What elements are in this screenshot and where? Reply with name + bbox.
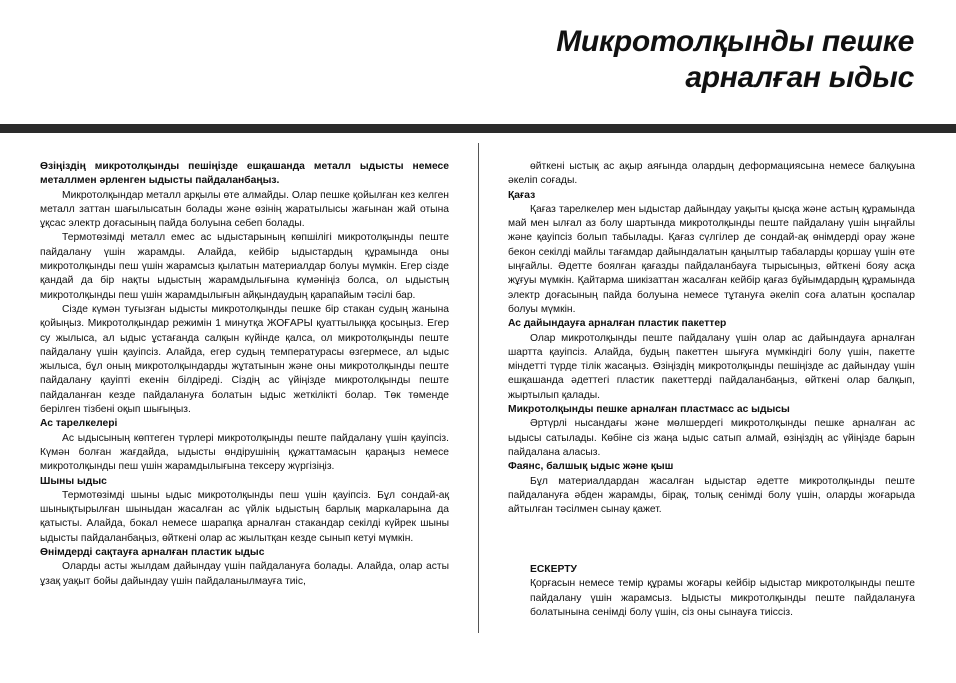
section-heading: Қағаз xyxy=(508,189,536,201)
paragraph: Термотөзімді металл емес ас ыдыстарының көпшілігі микротолқынды пеште пайдалану үшін жарамды. Алайда, кейбір ыдыстардың құрамында оны микротолқынды пеш үшін жарамсыз қылатын материалдар болуы мүмкін. Егер сізде қандай да бір нақты ыдыстың жарамдылығына күмәніңіз болса, ол ыдыстың микротолқынды пеш үшін жарамдылығын айқындаудың қарапайым тәсілі бар. xyxy=(40,232,449,301)
paragraph: өйткені ыстық ас ақыр аяғында олардың деформациясына немесе балқуына әкеліп соғады. xyxy=(508,161,915,187)
section-heading: Ас дайындауға арналған пластик пакеттер xyxy=(508,318,727,330)
page-title-line-2: арналған ыдыс xyxy=(685,61,914,94)
right-column xyxy=(508,160,915,517)
header-rule xyxy=(0,124,956,133)
lead-warning: Өзіңіздің микротолқынды пешіңізде ешқашанда металл ыдысты немесе металлмен әрленген ыдысты пайдаланбаңыз. xyxy=(40,161,449,187)
paragraph: Микротолқындар металл арқылы өте алмайды. Олар пешке қойылған кез келген металл заттан шағылысатын болады және өзінің жаратылысы жағынан жай отына ұқсас электр доғасының пайда болуына себеп болады. xyxy=(40,189,449,230)
paragraph: Әртүрлі нысандағы және мөлшердегі микротолқынды пешке арналған ас ыдысы сатылады. Көбіне сіз жаңа ыдыс сатып алмай, өзіңіздің ас үйіңізде барын пайдалана аласыз. xyxy=(508,418,915,458)
paragraph: Сізде күмән туғызған ыдысты микротолқынды пешке бір стакан судың жанына қойыңыз. Микротолқындар режимін 1 минутқа ЖОҒАРЫ қуаттылыққа қосыңыз. Егер су жылыса, ал ыдыс ұстағанда салқын күйінде қалса, ол микротолқынды пеште пайдалану үшін қауіпсіз. Алайда, егер судың температурасы өзгермесе, ал ыдыс жылыса, бұл оның микротолқындарды жұтатынын және оны микротолқынды пеште пайдалану қауіпті екенін білдіреді. Сіздің ас үйіңізде микротолқынды пеште пайдаланған кезде пайдалануға болатын ыдыс жеткілікті болар. Төк төменде берілген тізбені оқып шығыңыз. xyxy=(40,303,449,416)
note-text: Қорғасын немесе темір құрамы жоғары кейбір ыдыстар микротолқынды пеште пайдалану үшін жарамсыз. Ыдысты микротолқынды пеште пайдалануға болатынына сенімді болу үшін, сіз оны сынауға тиіссіз. xyxy=(530,578,915,618)
section-heading: Ас тарелкелері xyxy=(40,418,118,430)
section-heading: Өнімдерді сақтауға арналған пластик ыдыс xyxy=(40,547,265,559)
section-heading: Микротолқынды пешке арналған пластмасс ас ыдысы xyxy=(508,404,790,416)
paragraph: Бұл материалдардан жасалған ыдыстар әдетте микротолқынды пеште пайдалануға әбден жарамды, бірақ, толық сенімді болу үшін, оларды жоғарыда айтылған тәсілмен сынау қажет. xyxy=(508,475,915,516)
section-heading: Шыны ыдыс xyxy=(40,475,107,487)
left-column xyxy=(40,160,449,589)
paragraph: Ас ыдысының көптеген түрлері микротолқынды пеште пайдалану үшін қауіпсіз. Күмән болған жағдайда, ыдысты өндірушінің құжаттамасын қараңыз немесе микротолқынды пеш үшін жарамдылығына тексеру жүргізіңіз. xyxy=(40,432,449,473)
paragraph: Оларды асты жылдам дайындау үшін пайдалануға болады. Алайда, олар асты ұзақ уақыт бойы дайындау үшін пайдаланылмауға тиіс, xyxy=(40,561,449,587)
column-divider xyxy=(478,143,479,633)
page-title xyxy=(556,24,914,96)
page-title-line-1: Микротолқынды пешке xyxy=(556,25,914,58)
note-box xyxy=(530,563,915,620)
paragraph: Қағаз тарелкелер мен ыдыстар дайындау уақыты қысқа және астың құрамында май мен ылғал аз болу шартында микротолқынды пеште пайдалану үшін ыңғайлы және қауіпсіз болып табылады. Қағаз сүлгілер де сондай-ақ өнімдерді орау және бекон секілді майлы тағамдар дайындалатын қаңылтыр табаларды қоршау үшін өте ыңғайлы. Әдетте боялған қағазды пайдаланбауға тырысыңыз, өйткені бояу асқа жұғуы мүмкін. Қайтарма шикізаттан жасалған кейбір қағаз бұйымдардың құрамында электр доғасының пайда болуына немесе тұтануға әкеліп соға алатын қоспалар болуы мүмкін. xyxy=(508,203,915,315)
section-heading: Фаянс, балшық ыдыс және қыш xyxy=(508,461,674,473)
paragraph: Термотөзімді шыны ыдыс микротолқынды пеш үшін қауіпсіз. Бұл сондай-ақ шынықтырылған шыныдан жасалған ас үйлік ыдыстың барлық маркаларына да қатысты. Алайда, бокал немесе шарапқа арналған стакандар секілді күйрек шыны ыдысты пайдаланбаңыз, өйткені олар ас жылытқан кезде сынып кетуі мүмкін. xyxy=(40,489,449,544)
note-heading: ЕСКЕРТУ xyxy=(530,564,577,575)
paragraph: Олар микротолқынды пеште пайдалану үшін олар ас дайындауға арналған шартта қауіпсіз. Алайда, будың пакеттен шығуға мүмкіндігі болу үшін, пакетте міндетті түрде тілік жасаңыз. Өзіңіздің микротолқынды пешіңізде ас дайындау үшін ешқашанда әдеттегі пластик пакеттерді пайдаланбаңыз, өйткені олар балқып, жыртылып қалады. xyxy=(508,332,915,401)
